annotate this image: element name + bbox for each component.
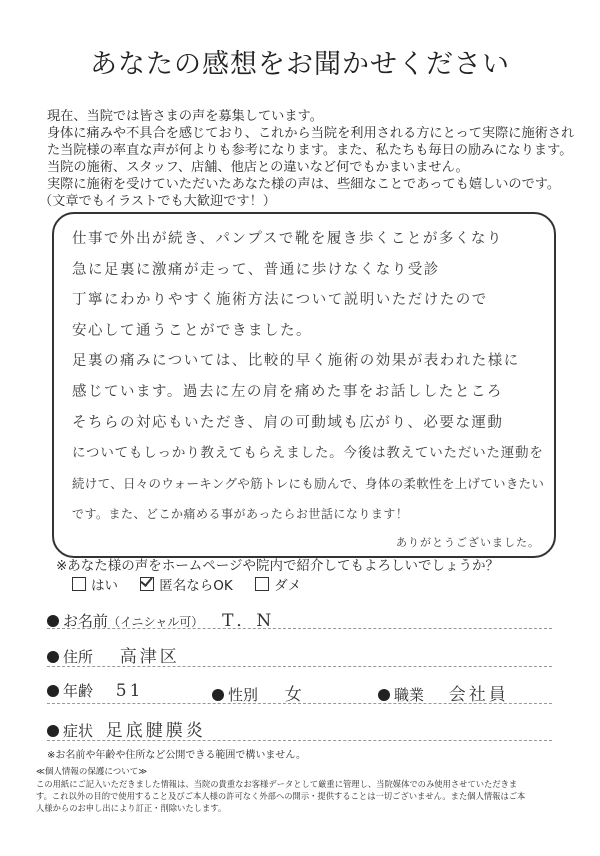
intro-line: た当院様の率直な声が何よりも参考になります。また、私たちも毎日の励みになります。 bbox=[47, 143, 573, 158]
testimonial-line: 感じています。過去に左の肩を痛めた事をお話ししたところ bbox=[72, 383, 503, 400]
consent-question: ※あなた様の声をホームページや院内で紹介してもよろしいでしょうか？ bbox=[56, 558, 500, 574]
intro-line: 現在、当院では皆さまの声を募集しています。 bbox=[47, 109, 323, 124]
age-label: 年齢 bbox=[63, 682, 94, 700]
job-field bbox=[378, 680, 509, 705]
consent-option-yes[interactable] bbox=[72, 574, 118, 594]
consent-option-anonymous[interactable] bbox=[140, 574, 232, 594]
testimonial-line: 仕事で外出が続き、パンプスで靴を履き歩くことが多くなり bbox=[72, 231, 503, 247]
bullet-icon bbox=[378, 689, 390, 701]
testimonial-text bbox=[72, 224, 545, 530]
job-value[interactable]: 会社員 bbox=[448, 685, 509, 705]
testimonial-line: 足裏の痛みについては、比較的早く施術の効果が表われた様に bbox=[72, 353, 520, 370]
intro-line: 当院の施術、スタッフ、店舗、他店との違いなど何でもかまいません。 bbox=[47, 160, 469, 175]
bullet-icon bbox=[47, 615, 59, 627]
option-label: はい bbox=[91, 578, 118, 594]
job-label: 職業 bbox=[394, 686, 425, 704]
privacy-line: す。これ以外の目的で使用すること及びご本人様の許可なく外部への開示・提供することは一切ございません。また個人情報はご本 bbox=[36, 791, 526, 801]
name-underline bbox=[47, 628, 552, 629]
address-underline bbox=[47, 666, 552, 667]
gender-label: 性別 bbox=[228, 686, 259, 704]
intro-line: 実際に施術を受けていただいたあなた様の声は、些細なことであっても嬉しいのです。 bbox=[47, 177, 561, 192]
testimonial-line: そちらの対応もいただき、肩の可動域も広がり、必要な運動 bbox=[72, 414, 504, 431]
gender-field bbox=[212, 680, 305, 705]
checkbox-anonymous[interactable] bbox=[140, 577, 154, 591]
testimonial-line: についてもしっかり教えてもらえました。今後は教えていただいた運動を bbox=[72, 445, 544, 462]
gender-value[interactable]: 女 bbox=[284, 685, 305, 705]
name-label: お名前 bbox=[63, 612, 109, 630]
bullet-icon bbox=[47, 725, 59, 737]
consent-option-no[interactable] bbox=[255, 574, 301, 594]
name-sublabel: （イニシャル可） bbox=[108, 615, 204, 629]
testimonial-line: 安心して通うことができました。 bbox=[72, 322, 312, 339]
testimonial-box bbox=[52, 212, 556, 558]
bullet-icon bbox=[47, 685, 59, 697]
age-value[interactable]: 51 bbox=[115, 681, 144, 701]
bullet-icon bbox=[212, 689, 224, 701]
address-label: 住所 bbox=[63, 648, 94, 666]
symptom-value[interactable]: 足底腱膜炎 bbox=[105, 721, 206, 741]
option-label: 匿名ならOK bbox=[159, 578, 233, 594]
page-title: あなたの感想をお聞かせください bbox=[90, 49, 510, 80]
symptom-label: 症状 bbox=[63, 722, 94, 740]
bullet-icon bbox=[47, 651, 59, 663]
symptom-underline bbox=[47, 740, 552, 741]
intro-line: 身体に痛みや不具合を感じており、これから当院を利用される方にとって実際に施術され bbox=[47, 126, 575, 141]
privacy-line: この用紙にご記入いただきました情報は、当院の貴重なお客様データとして厳重に管理し、当院媒体でのみ使用させていただきま bbox=[36, 779, 518, 789]
address-field bbox=[47, 642, 180, 667]
privacy-line: 人様からのお申し出により訂正・削除いたします。 bbox=[36, 803, 227, 813]
age-field bbox=[47, 680, 143, 701]
consent-options bbox=[72, 574, 319, 594]
checkbox-yes[interactable] bbox=[72, 577, 86, 591]
testimonial-thanks: ありがとうございました。 bbox=[396, 536, 540, 549]
profile-underline bbox=[47, 703, 552, 704]
address-value[interactable]: 高津区 bbox=[119, 647, 180, 667]
checkbox-no[interactable] bbox=[255, 577, 269, 591]
testimonial-line: 急に足裏に激痛が走って、普通に歩けなくなり受診 bbox=[72, 261, 440, 278]
testimonial-line: 丁寧にわかりやすく施術方法について説明いただけたので bbox=[72, 292, 488, 309]
privacy-notice bbox=[36, 766, 576, 814]
intro-note: （文章でもイラストでも大歓迎です！） bbox=[39, 194, 276, 209]
footer-note: ※お名前や年齢や住所など公開できる範囲で構いません。 bbox=[47, 750, 306, 761]
option-label: ダメ bbox=[274, 578, 302, 594]
privacy-title: ≪個人情報の保護について≫ bbox=[36, 767, 148, 777]
intro-text bbox=[39, 108, 587, 210]
symptom-field bbox=[47, 716, 206, 741]
testimonial-line: です。また、どこか痛める事があったらお世話になります！ bbox=[72, 507, 409, 522]
name-value[interactable]: T．N bbox=[222, 611, 275, 631]
testimonial-line: 続けて、日々のウォーキングや筋トレにも励んで、身体の柔軟性を上げていきたい bbox=[72, 475, 545, 491]
